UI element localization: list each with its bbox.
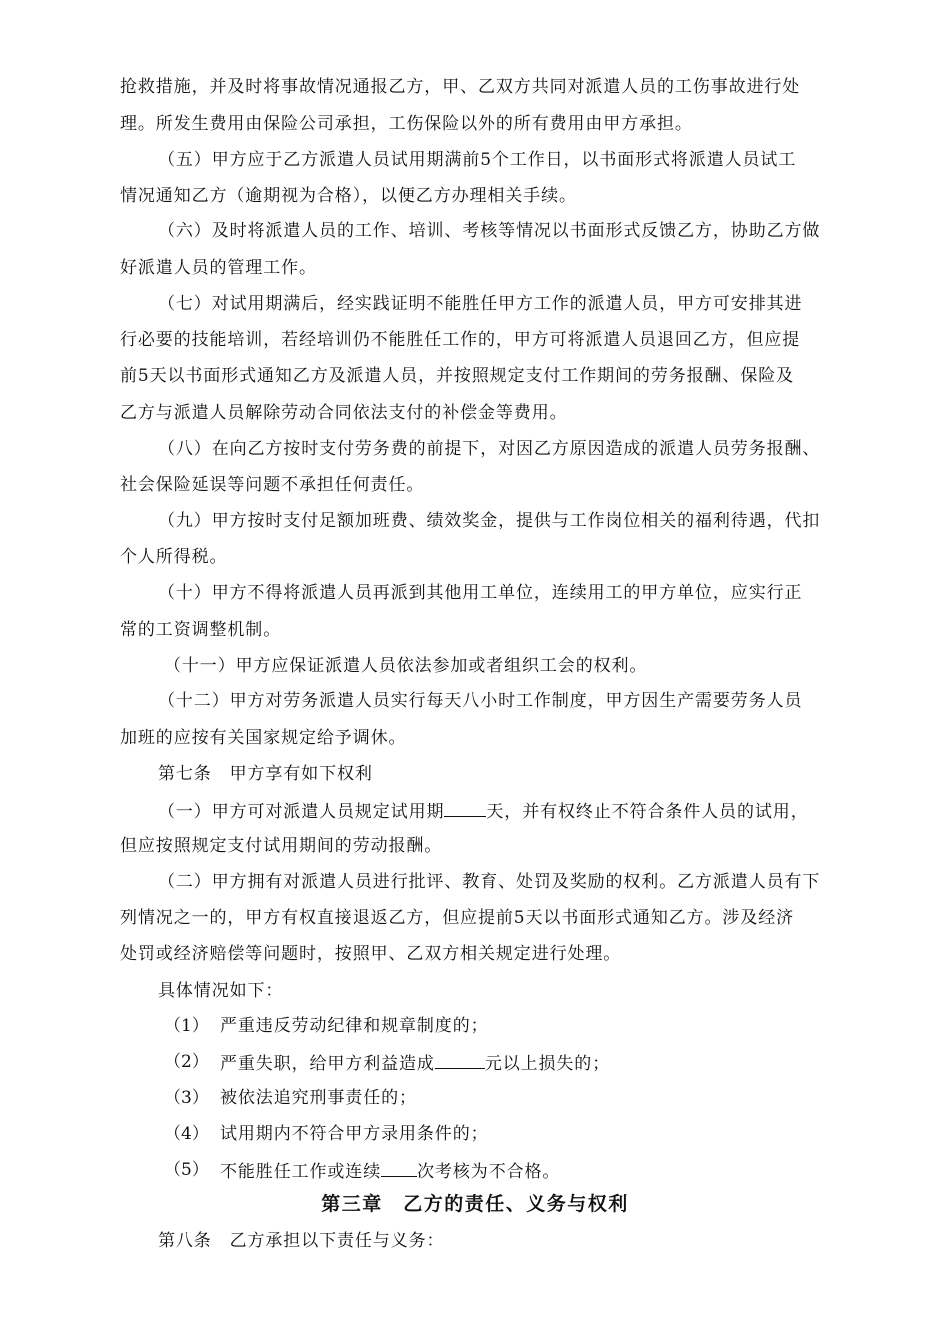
detail-item-number: （4）	[164, 1124, 209, 1144]
clause-10-line: （十）甲方不得将派遣人员再派到其他用工单位，连续用工的甲方单位，应实行正	[158, 583, 803, 603]
detail-item-number: （5）	[164, 1160, 209, 1180]
right-1-text-b: 天，并有权终止不符合条件人员的试用，	[486, 802, 809, 822]
right-2-line: 列情况之一的，甲方有权直接退返乙方，但应提前5天以书面形式通知乙方。涉及经济	[120, 908, 795, 928]
chapter-3-heading: 第三章 乙方的责任、义务与权利	[321, 1193, 629, 1215]
clause-8-line: 社会保险延误等问题不承担任何责任。	[120, 475, 425, 495]
clause-7-line: 乙方与派遣人员解除劳动合同依法支付的补偿金等费用。	[120, 403, 568, 423]
clause-5-line: （五）甲方应于乙方派遣人员试用期满前5个工作日，以书面形式将派遣人员试工	[158, 150, 797, 170]
detail-item-text: 严重失职，给甲方利益造成 元以上损失的；	[220, 1050, 610, 1076]
detail-item-number: （2）	[164, 1052, 209, 1072]
details-intro: 具体情况如下：	[158, 981, 284, 1001]
right-1-text-a: （一）甲方可对派遣人员规定试用期	[158, 802, 445, 822]
article-7-title: 第七条 甲方享有如下权利	[158, 764, 373, 784]
detail-item-number: （1）	[164, 1016, 209, 1036]
clause-11-line: （十一）甲方应保证派遣人员依法参加或者组织工会的权利。	[164, 656, 648, 676]
detail-item-text: 试用期内不符合甲方录用条件的；	[220, 1124, 489, 1144]
paragraph-line: 理。所发生费用由保险公司承担，工伤保险以外的所有费用由甲方承担。	[120, 114, 693, 134]
detail-item-text: 严重违反劳动纪律和规章制度的；	[220, 1016, 489, 1036]
detail-item-text: 不能胜任工作或连续 次考核为不合格。	[220, 1158, 560, 1184]
right-1-line: 但应按照规定支付试用期间的劳动报酬。	[120, 836, 443, 856]
trial-days-blank	[444, 798, 486, 817]
detail-item-number: （3）	[164, 1088, 209, 1108]
paragraph-line: 抢救措施，并及时将事故情况通报乙方，甲、乙双方共同对派遣人员的工伤事故进行处	[120, 77, 801, 97]
clause-7-line: 前5天以书面形式通知乙方及派遣人员，并按照规定支付工作期间的劳务报酬、保险及	[120, 366, 795, 386]
clause-12-line: 加班的应按有关国家规定给予调休。	[120, 728, 407, 748]
clause-9-line: （九）甲方按时支付足额加班费、绩效奖金，提供与工作岗位相关的福利待遇，代扣	[158, 511, 821, 531]
clause-7-line: 行必要的技能培训，若经培训仍不能胜任工作的，甲方可将派遣人员退回乙方，但应提	[120, 330, 801, 350]
clause-12-line: （十二）甲方对劳务派遣人员实行每天八小时工作制度，甲方因生产需要劳务人员	[158, 691, 803, 711]
right-2-line: （二）甲方拥有对派遣人员进行批评、教育、处罚及奖励的权利。乙方派遣人员有下	[158, 872, 821, 892]
clause-6-line: 好派遣人员的管理工作。	[120, 258, 317, 278]
article-8-title: 第八条 乙方承担以下责任与义务：	[158, 1231, 445, 1251]
loss-amount-blank	[435, 1050, 485, 1069]
clause-8-line: （八）在向乙方按时支付劳务费的前提下，对因乙方原因造成的派遣人员劳务报酬、	[158, 439, 821, 459]
clause-7-line: （七）对试用期满后，经实践证明不能胜任甲方工作的派遣人员，甲方可安排其进	[158, 294, 803, 314]
assessment-count-blank	[381, 1158, 417, 1177]
clause-10-line: 常的工资调整机制。	[120, 620, 282, 640]
clause-6-line: （六）及时将派遣人员的工作、培训、考核等情况以书面形式反馈乙方，协助乙方做	[158, 221, 821, 241]
clause-9-line: 个人所得税。	[120, 547, 228, 567]
right-1-line	[158, 798, 835, 824]
right-2-line: 处罚或经济赔偿等问题时，按照甲、乙双方相关规定进行处理。	[120, 944, 622, 964]
detail-item-text: 被依法追究刑事责任的；	[220, 1088, 417, 1108]
clause-5-line: 情况通知乙方（逾期视为合格），以便乙方办理相关手续。	[120, 186, 577, 206]
